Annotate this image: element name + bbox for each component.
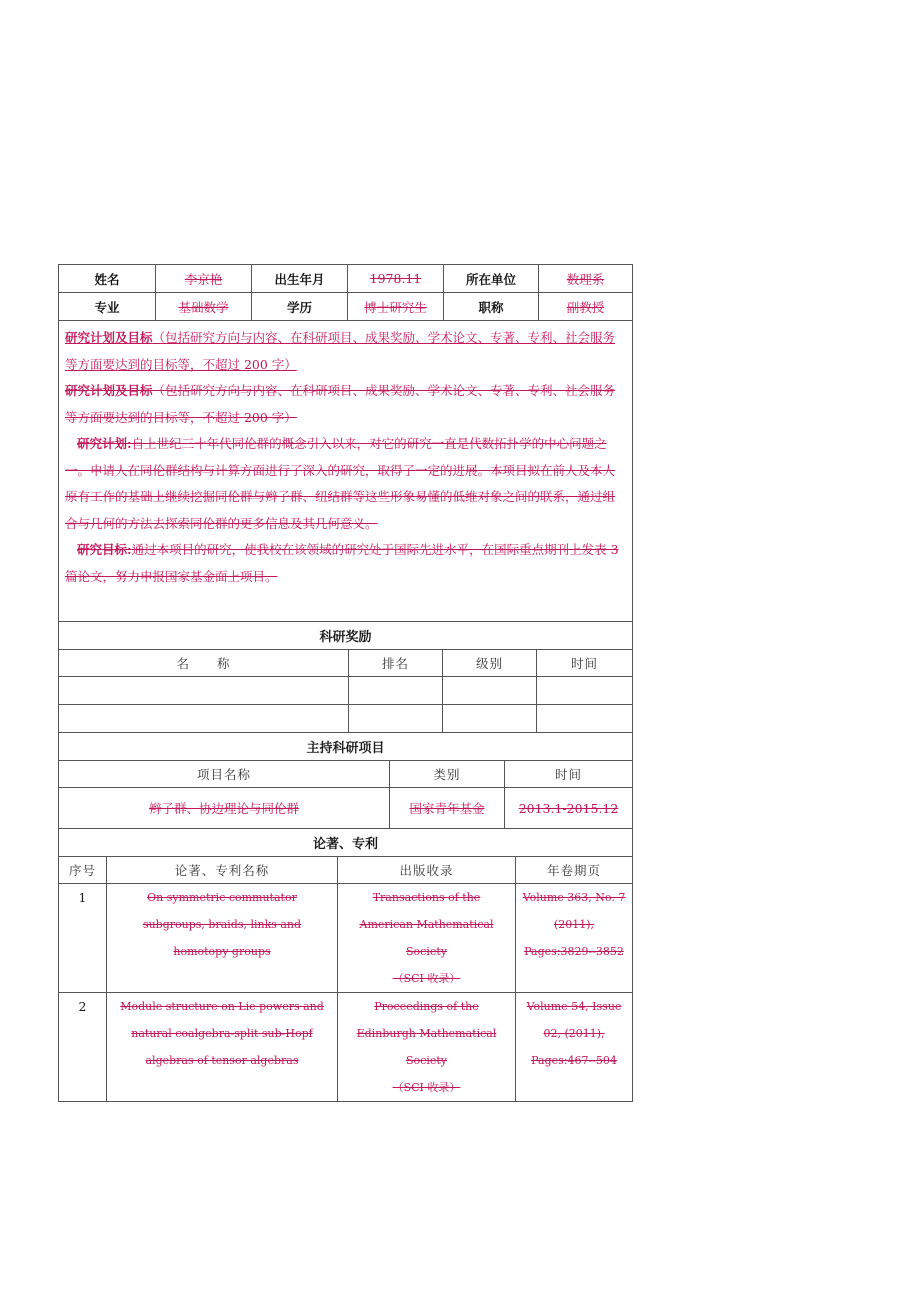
publications-title: 论著、专利 bbox=[59, 829, 633, 857]
projects-title: 主持科研项目 bbox=[59, 733, 633, 761]
pub-pages-cell bbox=[516, 884, 633, 993]
plan-paragraph-1 bbox=[65, 325, 626, 378]
pub-source-cell bbox=[338, 993, 516, 1102]
plan-heading-2: 研究计划及目标 bbox=[65, 383, 153, 398]
research-plan-label: 研究计划: bbox=[77, 436, 132, 451]
award-cell bbox=[59, 705, 349, 733]
pub-pages-line: 02, (2011), bbox=[543, 1027, 605, 1040]
plan-paragraph-4 bbox=[65, 537, 626, 590]
award-cell bbox=[59, 677, 349, 705]
pub-pages-cell bbox=[516, 993, 633, 1102]
pub-source-cell bbox=[338, 884, 516, 993]
award-cell bbox=[349, 705, 443, 733]
table-row bbox=[59, 884, 633, 993]
award-cell bbox=[443, 677, 537, 705]
table-row bbox=[59, 993, 633, 1102]
application-form bbox=[58, 264, 632, 1102]
research-goal-label: 研究目标: bbox=[77, 542, 132, 557]
awards-table bbox=[58, 621, 633, 733]
pub-pages-line: (2011), bbox=[553, 918, 595, 931]
pub-source: Transactions of the American Mathematical Society bbox=[359, 891, 494, 958]
publications-table bbox=[58, 828, 633, 1102]
education-label: 学历 bbox=[252, 293, 348, 321]
birth-label: 出生年月 bbox=[252, 265, 348, 293]
pub-pages-line: Pages:3829--3852 bbox=[524, 945, 624, 958]
pub-pages-line: Volume 54, Issue bbox=[526, 1000, 622, 1013]
projects-col-type: 类别 bbox=[390, 761, 505, 788]
birth-value: 1978.11 bbox=[348, 265, 444, 293]
pub-index: （SCI 收录） bbox=[392, 972, 461, 985]
pubs-col-seq: 序号 bbox=[59, 857, 107, 884]
research-goal-text: 通过本项目的研究，使我校在该领域的研究处于国际先进水平，在国际重点期刊上发表 3 篇论文，努力申报国家基金面上项目。 bbox=[65, 542, 619, 584]
pub-index: （SCI 收录） bbox=[392, 1081, 461, 1094]
awards-col-level: 级别 bbox=[443, 650, 537, 677]
major-value: 基础数学 bbox=[156, 293, 252, 321]
pubs-col-source: 出版收录 bbox=[338, 857, 516, 884]
award-cell bbox=[537, 705, 633, 733]
unit-label: 所在单位 bbox=[444, 265, 539, 293]
pub-name: Module structure on Lie powers and natural coalgebra-split sub-Hopf algebras of tensor algebras bbox=[107, 993, 338, 1102]
plan-paragraph-2 bbox=[65, 378, 626, 431]
project-time: 2013.1-2015.12 bbox=[505, 788, 633, 829]
table-row bbox=[59, 788, 633, 829]
plan-paragraph-3 bbox=[65, 431, 626, 537]
award-cell bbox=[349, 677, 443, 705]
pub-pages-line: Pages:467--504 bbox=[531, 1054, 617, 1067]
award-cell bbox=[537, 677, 633, 705]
award-cell bbox=[443, 705, 537, 733]
title-label: 职称 bbox=[444, 293, 539, 321]
name-label: 姓名 bbox=[59, 265, 156, 293]
basic-info-table bbox=[58, 264, 633, 622]
pub-name: On symmetric commutator subgroups, braids, links and homotopy groups bbox=[107, 884, 338, 993]
education-value: 博士研究生 bbox=[348, 293, 444, 321]
pub-seq: 1 bbox=[59, 884, 107, 993]
projects-col-time: 时间 bbox=[505, 761, 633, 788]
plan-desc-2: （包括研究方向与内容、在科研项目、成果奖励、学术论文、专著、专利、社会服务等方面要达到的目标等，不超过 200 字） bbox=[65, 383, 616, 425]
research-plan-text: 自上世纪三十年代同伦群的概念引入以来，对它的研究一直是代数拓扑学的中心问题之一。申请人在同伦群结构与计算方面进行了深入的研究，取得了一定的进展。本项目拟在前人及本人原有工作的基础上继续挖掘同伦群与辫子群、纽结群等这些形象易懂的低维对象之间的联系，通过组合与几何的方法去探索同伦群的更多信息及其几何意义。 bbox=[65, 436, 616, 531]
pubs-col-name: 论著、专利名称 bbox=[107, 857, 338, 884]
pubs-col-pages: 年卷期页 bbox=[516, 857, 633, 884]
name-value: 李京艳 bbox=[156, 265, 252, 293]
projects-col-name: 项目名称 bbox=[59, 761, 390, 788]
research-plan-cell bbox=[59, 321, 633, 622]
projects-table bbox=[58, 732, 633, 829]
pub-seq: 2 bbox=[59, 993, 107, 1102]
major-label: 专业 bbox=[59, 293, 156, 321]
awards-col-name: 名 称 bbox=[59, 650, 349, 677]
awards-col-rank: 排名 bbox=[349, 650, 443, 677]
plan-desc-1: （包括研究方向与内容、在科研项目、成果奖励、学术论文、专著、专利、社会服务等方面要达到的目标等，不超过 200 字） bbox=[65, 330, 616, 372]
project-name: 辫子群、协边理论与同伦群 bbox=[59, 788, 390, 829]
unit-value: 数理系 bbox=[539, 265, 633, 293]
awards-col-time: 时间 bbox=[537, 650, 633, 677]
plan-heading-1: 研究计划及目标 bbox=[65, 330, 153, 345]
awards-title: 科研奖励 bbox=[59, 622, 633, 650]
pub-source: Proceedings of the Edinburgh Mathematical Society bbox=[356, 1000, 497, 1067]
project-type: 国家青年基金 bbox=[390, 788, 505, 829]
title-value: 副教授 bbox=[539, 293, 633, 321]
pub-pages-line: Volume 363, No. 7 bbox=[522, 891, 626, 904]
